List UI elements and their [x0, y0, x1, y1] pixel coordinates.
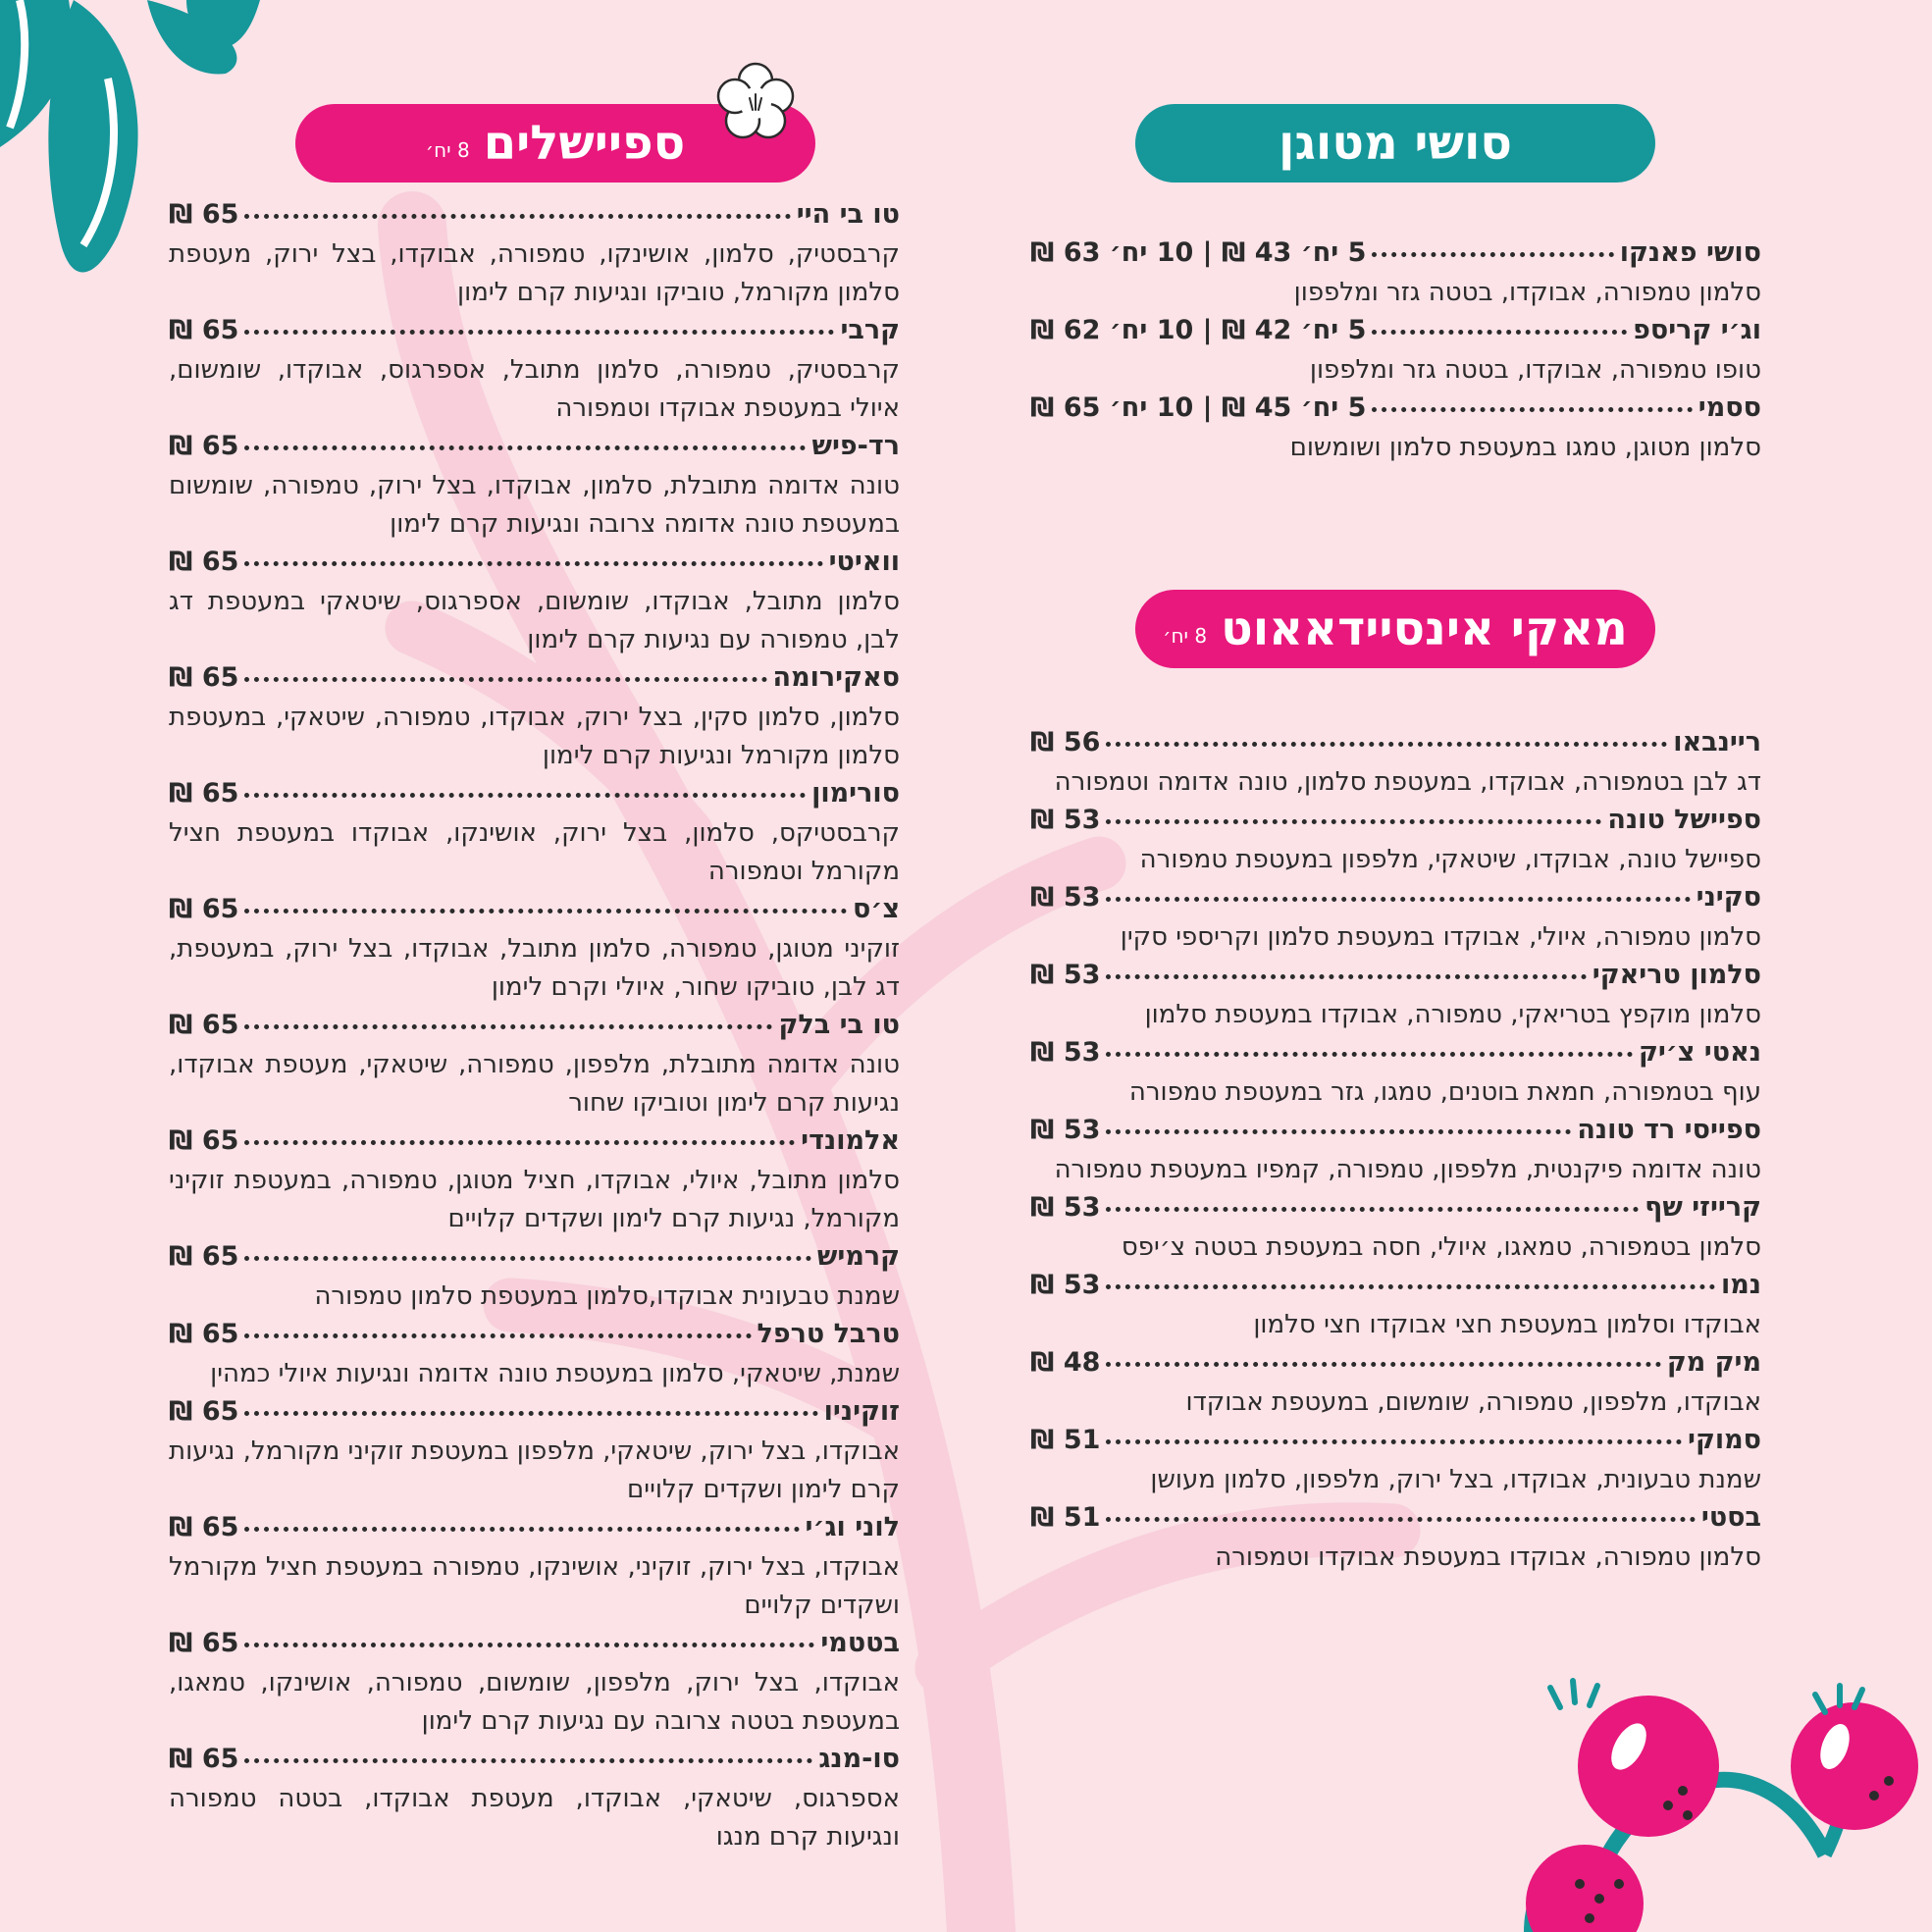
item-name: ריינבאו	[1673, 727, 1761, 757]
menu-item	[169, 1625, 900, 1741]
menu-item	[169, 1123, 900, 1238]
item-price: 51 ₪	[1030, 1425, 1101, 1455]
item-price: 65 ₪	[169, 315, 239, 345]
menu-item	[1030, 879, 1761, 957]
item-name: סלמון טריאקי	[1592, 960, 1761, 990]
item-description: שמנת, שיטאקי, סלמון במעטפת טונה אדומה ונגיעות איולי כמהין	[210, 1359, 900, 1388]
item-description: קרבסטיק, טמפורה, סלמון מתובל, אספרגוס, אבוקדו, שומשום, איולי במעטפת אבוקדו וטמפורה	[169, 355, 900, 423]
item-price: 53 ₪	[1030, 960, 1101, 990]
item-name: קרמיש	[816, 1241, 900, 1272]
item-price: 65 ₪	[169, 1512, 239, 1542]
item-name: זוקיניו	[823, 1396, 900, 1427]
item-price: 5 יח׳ 42 ₪ | 10 יח׳ 62 ₪	[1030, 315, 1367, 345]
menu-item	[169, 1238, 900, 1316]
item-price: 65 ₪	[169, 1125, 239, 1156]
item-name: אלמונדי	[801, 1125, 900, 1156]
menu-item	[169, 312, 900, 428]
item-description: שמנת טבעונית אבוקדו,סלמון במעטפת סלמון טמפורה	[314, 1281, 900, 1311]
menu-item	[1030, 1499, 1761, 1577]
item-name: מיק מק	[1666, 1347, 1761, 1378]
specials-list	[169, 196, 900, 1856]
item-description: סלמון טמפורה, אבוקדו במעטפת אבוקדו וטמפורה	[1215, 1542, 1761, 1572]
item-description: סלמון מתובל, איולי, אבוקדו, חציל מטוגן, טמפורה, במעטפת זוקיני מקורמל, נגיעות קרם לימון ושקדים קלויים	[169, 1166, 900, 1233]
section-title: ספיישלים	[483, 116, 686, 171]
item-description: זוקיני מטוגן, טמפורה, סלמון מתובל, אבוקדו, בצל ירוק, במעטפת, דג לבן, טוביקו שחור, איולי וקרם לימון	[169, 934, 900, 1002]
item-price: 65 ₪	[169, 1628, 239, 1658]
leader-dots	[244, 1333, 751, 1338]
item-name: סמוקי	[1688, 1425, 1761, 1455]
item-description: אבוקדו, בצל ירוק, מלפפון, שומשום, טמפורה, אושינקו, טמאגו, במעטפת בטטה צרובה עם נגיעות קרם לימון	[169, 1668, 900, 1736]
item-name: ספייסי רד טונה	[1577, 1115, 1761, 1145]
item-description: אספרגוס, שיטאקי, אבוקדו, מעטפת אבוקדו, בטטה טמפורה ונגיעות קרם מנגו	[169, 1784, 900, 1852]
item-price: 5 יח׳ 43 ₪ | 10 יח׳ 63 ₪	[1030, 237, 1367, 268]
section-unit: 8 יח׳	[425, 138, 470, 162]
item-name: בטטמי	[820, 1628, 900, 1658]
item-price: 53 ₪	[1030, 805, 1101, 835]
item-name: סושי פאנקו	[1619, 237, 1761, 268]
item-description: אבוקדו וסלמון במעטפת חצי אבוקדו חצי סלמון	[1253, 1310, 1761, 1339]
item-description: אבוקדו, בצל ירוק, זוקיני, אושינקו, טמפורה במעטפת חציל מקורמל ושקדים קלויים	[169, 1552, 900, 1620]
item-description: סלמון מטוגן, טמגו במעטפת סלמון ושומשום	[1289, 433, 1761, 462]
menu-item	[1030, 1344, 1761, 1422]
item-description: דג לבן בטמפורה, אבוקדו, במעטפת סלמון, טונה אדומה וטמפורה	[1054, 767, 1761, 797]
menu-item	[169, 544, 900, 659]
leader-dots	[1106, 1129, 1571, 1134]
leader-dots	[1106, 742, 1667, 747]
item-name: סורימון	[811, 778, 900, 809]
section-title: סושי מטוגן	[1278, 116, 1513, 171]
item-name: ססמי	[1697, 392, 1761, 423]
leader-dots	[1372, 252, 1613, 257]
menu-item	[169, 891, 900, 1007]
menu-item	[169, 1741, 900, 1856]
menu-item	[1030, 1112, 1761, 1189]
leader-dots	[1106, 1284, 1715, 1289]
item-name: לוני וג׳י	[805, 1512, 900, 1542]
item-name: טו בי היי	[796, 199, 900, 230]
fried-sushi-list	[1030, 235, 1761, 467]
leader-dots	[244, 330, 834, 335]
item-description: סלמון מתובל, אבוקדו, שומשום, אספרגוס, שיטאקי במעטפת דג לבן, טמפורה עם נגיעות קרם לימון	[169, 587, 900, 654]
leader-dots	[244, 677, 766, 682]
item-description: סלמון טמפורה, אבוקדו, בטטה גזר ומלפפון	[1293, 278, 1761, 307]
leader-dots	[244, 1256, 810, 1261]
item-description: סלמון טמפורה, איולי, אבוקדו במעטפת סלמון וקריספי סקין	[1120, 922, 1761, 952]
menu-item	[1030, 1189, 1761, 1267]
item-price: 65 ₪	[169, 1010, 239, 1040]
leader-dots	[244, 561, 822, 566]
item-description: קרבסטיק, סלמון, אושינקו, טמפורה, אבוקדו, בצל ירוק, מעטפת סלמון מקורמל, טוביקו ונגיעות קרם לימון	[169, 239, 900, 307]
item-description: ספיישל טונה, אבוקדו, שיטאקי, מלפפון במעטפת טמפורה	[1139, 845, 1761, 874]
menu-item	[1030, 802, 1761, 879]
item-name: קרייזי שף	[1645, 1192, 1761, 1223]
menu-item	[1030, 1034, 1761, 1112]
item-price: 65 ₪	[169, 1396, 239, 1427]
maki-list	[1030, 724, 1761, 1577]
leader-dots	[1106, 1052, 1633, 1057]
item-price: 51 ₪	[1030, 1502, 1101, 1533]
item-name: טו בי בלק	[778, 1010, 900, 1040]
leader-dots	[244, 1411, 817, 1416]
leader-dots	[244, 1527, 799, 1532]
item-description: טופו טמפורה, אבוקדו, בטטה גזר ומלפפון	[1309, 355, 1761, 385]
item-description: טונה אדומה פיקנטית, מלפפון, טמפורה, קמפיו במעטפת טמפורה	[1054, 1155, 1761, 1184]
item-price: 5 יח׳ 45 ₪ | 10 יח׳ 65 ₪	[1030, 392, 1367, 423]
item-price: 65 ₪	[169, 1319, 239, 1349]
item-name: סקיני	[1696, 882, 1761, 913]
menu-item	[169, 659, 900, 775]
item-description: אבוקדו, בצל ירוק, שיטאקי, מלפפון במעטפת זוקיני מקורמל, נגיעות קרם לימון ושקדים קלויים	[169, 1436, 900, 1504]
item-price: 65 ₪	[169, 1744, 239, 1774]
item-price: 48 ₪	[1030, 1347, 1101, 1378]
item-description: סלמון בטמפורה, טמאגו, איולי, חסה במעטפת בטטה צ׳יפס	[1121, 1232, 1761, 1262]
menu-item	[169, 1393, 900, 1509]
item-price: 53 ₪	[1030, 1115, 1101, 1145]
header-maki-insideout	[1135, 590, 1655, 668]
item-name: רד-פיש	[811, 431, 900, 461]
item-name: טרבל טרפל	[757, 1319, 900, 1349]
item-name: נמו	[1720, 1270, 1761, 1300]
menu-item	[169, 1509, 900, 1625]
leader-dots	[1106, 974, 1586, 979]
menu-item	[1030, 1422, 1761, 1499]
leader-dots	[1106, 819, 1601, 824]
menu-item	[1030, 1267, 1761, 1344]
section-title: מאקי אינסיידאאוט	[1221, 601, 1628, 656]
item-name: בסטי	[1700, 1502, 1761, 1533]
leader-dots	[1106, 1517, 1695, 1522]
menu-item	[169, 1007, 900, 1123]
leader-dots	[1106, 1439, 1682, 1444]
section-unit: 8 יח׳	[1163, 624, 1208, 648]
item-description: קרבסטיקס, סלמון, בצל ירוק, אושינקו, אבוקדו במעטפת חציל מקורמל וטמפורה	[169, 818, 900, 886]
leader-dots	[244, 793, 806, 798]
menu-item	[1030, 957, 1761, 1034]
item-name: צ׳ס	[853, 894, 900, 924]
menu-item	[1030, 390, 1761, 467]
item-name: קרבי	[840, 315, 900, 345]
item-name: סאקירומה	[772, 662, 900, 693]
menu-item	[169, 428, 900, 544]
item-description: סלמון מוקפץ בטריאקי, טמפורה, אבוקדו במעטפת סלמון	[1144, 1000, 1761, 1029]
item-name: וג׳י קריספ	[1633, 315, 1761, 345]
item-description: עוף בטמפורה, חמאת בוטנים, טמגו, גזר במעטפת טמפורה	[1128, 1077, 1761, 1107]
leader-dots	[1106, 897, 1690, 902]
menu-item	[169, 1316, 900, 1393]
item-price: 65 ₪	[169, 894, 239, 924]
leader-dots	[244, 445, 806, 450]
header-fried-sushi	[1135, 104, 1655, 183]
item-price: 65 ₪	[169, 547, 239, 577]
leader-dots	[1372, 407, 1692, 412]
item-name: סו-מנג	[818, 1744, 900, 1774]
item-price: 53 ₪	[1030, 1270, 1101, 1300]
item-price: 65 ₪	[169, 778, 239, 809]
berry-decoration-bottom-right	[1526, 1681, 1918, 1932]
flower-icon	[711, 59, 800, 147]
menu-item	[169, 196, 900, 312]
item-description: טונה אדומה מתובלת, סלמון, אבוקדו, בצל ירוק, טמפורה, שומשום במעטפת טונה אדומה צרובה ונגיעות קרם לימון	[169, 471, 900, 539]
leader-dots	[244, 909, 847, 914]
item-description: טונה אדומה מתובלת, מלפפון, טמפורה, שיטאקי, מעטפת אבוקדו, נגיעות קרם לימון וטוביקו שחור	[169, 1050, 900, 1118]
item-price: 53 ₪	[1030, 1037, 1101, 1068]
item-description: שמנת טבעונית, אבוקדו, בצל ירוק, מלפפון, סלמון מעושן	[1150, 1465, 1761, 1494]
item-price: 53 ₪	[1030, 1192, 1101, 1223]
leader-dots	[244, 214, 790, 219]
item-price: 65 ₪	[169, 199, 239, 230]
item-name: וואיטי	[828, 547, 900, 577]
menu-item	[1030, 312, 1761, 390]
leader-dots	[244, 1024, 772, 1029]
menu-item	[169, 775, 900, 891]
item-price: 65 ₪	[169, 662, 239, 693]
leader-dots	[1106, 1362, 1660, 1367]
item-price: 56 ₪	[1030, 727, 1101, 757]
leader-dots	[244, 1758, 812, 1763]
item-name: נאטי צ׳יק	[1638, 1037, 1761, 1068]
item-description: סלמון, סלמון סקין, בצל ירוק, אבוקדו, טמפורה, שיטאקי, במעטפת סלמון מקורמל ונגיעות קרם לימון	[169, 703, 900, 770]
leader-dots	[1372, 330, 1627, 335]
menu-item	[1030, 235, 1761, 312]
menu-item	[1030, 724, 1761, 802]
item-price: 65 ₪	[169, 1241, 239, 1272]
leader-dots	[244, 1643, 814, 1647]
leader-dots	[244, 1140, 795, 1145]
item-name: ספיישל טונה	[1607, 805, 1761, 835]
item-price: 65 ₪	[169, 431, 239, 461]
leader-dots	[1106, 1207, 1639, 1212]
item-price: 53 ₪	[1030, 882, 1101, 913]
item-description: אבוקדו, מלפפון, טמפורה, שומשום, במעטפת אבוקדו	[1185, 1387, 1761, 1417]
